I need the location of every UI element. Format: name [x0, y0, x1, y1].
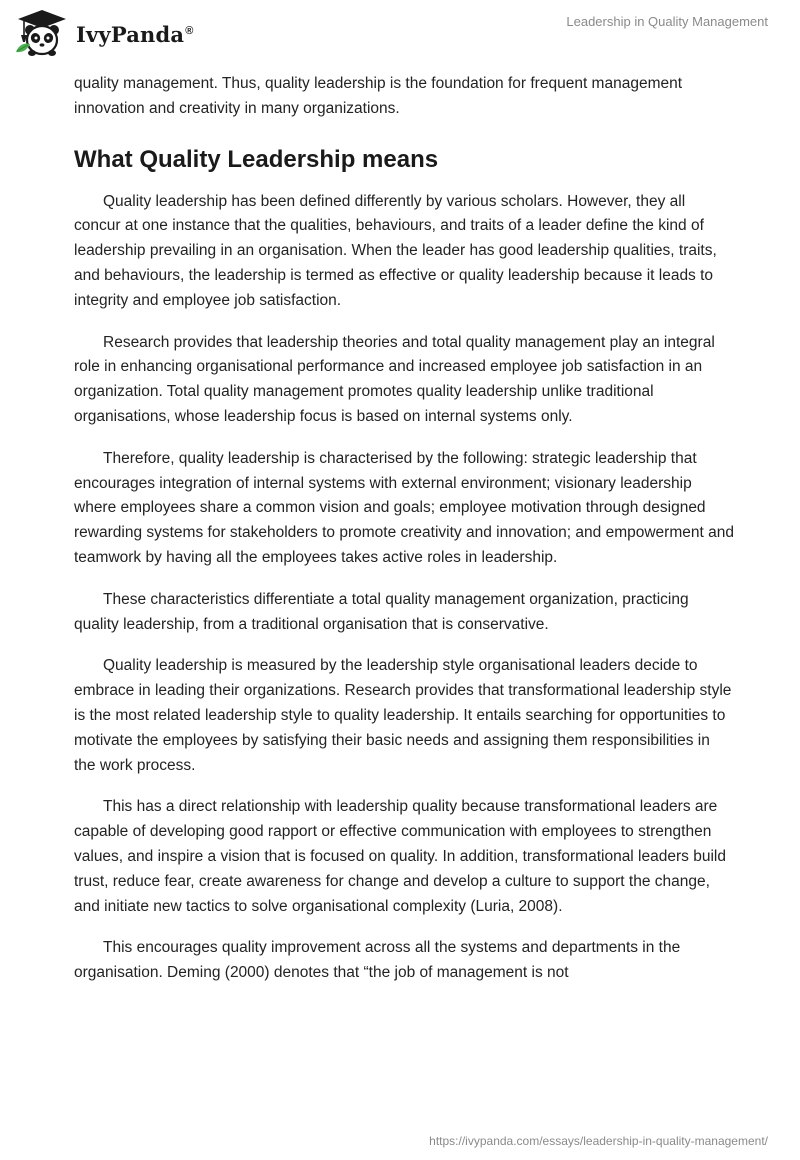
paragraph-5: Quality leadership is measured by the leadership style organisational leaders decide to embrace in leading their organizations. Research provides that transformational leadership style is the most related leadership style to quality leadership. It entails searching for opportunities to motivate the employees by satisfying their basic needs and assigning them responsibilities in the work process. [74, 657, 732, 774]
panda-graduate-icon [14, 8, 70, 58]
page-header [0, 0, 800, 70]
document-title: Leadership in Quality Management [566, 14, 768, 29]
paragraph-2: Research provides that leadership theories and total quality management play an integral role in enhancing organisational performance and increased employee job satisfaction in an organization. Total quality management promotes quality leadership unlike traditional organisations, whose leadership focus is based on internal systems only. [74, 333, 715, 425]
paragraph-6: This has a direct relationship with leadership quality because transformational leaders are capable of developing good rapport or effective communication with employees to strengthen values, and inspire a vision that is focused on quality. In addition, transformational leaders build trust, reduce fear, create awareness for change and develop a culture to support the change, and initiate new tactics to solve organisational complexity (Luria, 2008). [74, 798, 726, 915]
intro-paragraph: quality management. Thus, quality leadership is the foundation for frequent management innovation and creativity in many organizations. [74, 75, 683, 117]
source-url[interactable]: https://ivypanda.com/essays/leadership-in-quality-management/ [429, 1134, 768, 1148]
paragraph-7: This encourages quality improvement across all the systems and departments in the organisation. Deming (2000) denotes that “the job of management is not [74, 939, 681, 982]
essay-body [74, 72, 734, 1003]
paragraph-3: Therefore, quality leadership is characterised by the following: strategic leadership that encourages integration of internal systems with external environment; visionary leadership where employees share a common vision and goals; employee motivation through designed rewarding systems for stakeholders to promote creativity and innovation; and empowerment and teamwork by having all the employees takes active roles in leadership. [74, 449, 734, 566]
paragraph-4: These characteristics differentiate a total quality management organization, practicing quality leadership, from a traditional organisation that is conservative. [74, 590, 689, 633]
paragraph-1: Quality leadership has been defined differently by various scholars. However, they all concur at one instance that the qualities, behaviours, and traits of a leader define the kind of leadership prevailing in an organisation. When the leader has good leadership qualities, traits, and behaviours, the leadership is termed as effective or quality leadership because it leads to integrity and employee job satisfaction. [74, 192, 717, 309]
brand-name: IvyPanda® [76, 21, 194, 47]
ivypanda-logo[interactable] [14, 8, 194, 58]
registered-mark: ® [185, 24, 194, 37]
section-heading: What Quality Leadership means [74, 145, 439, 173]
